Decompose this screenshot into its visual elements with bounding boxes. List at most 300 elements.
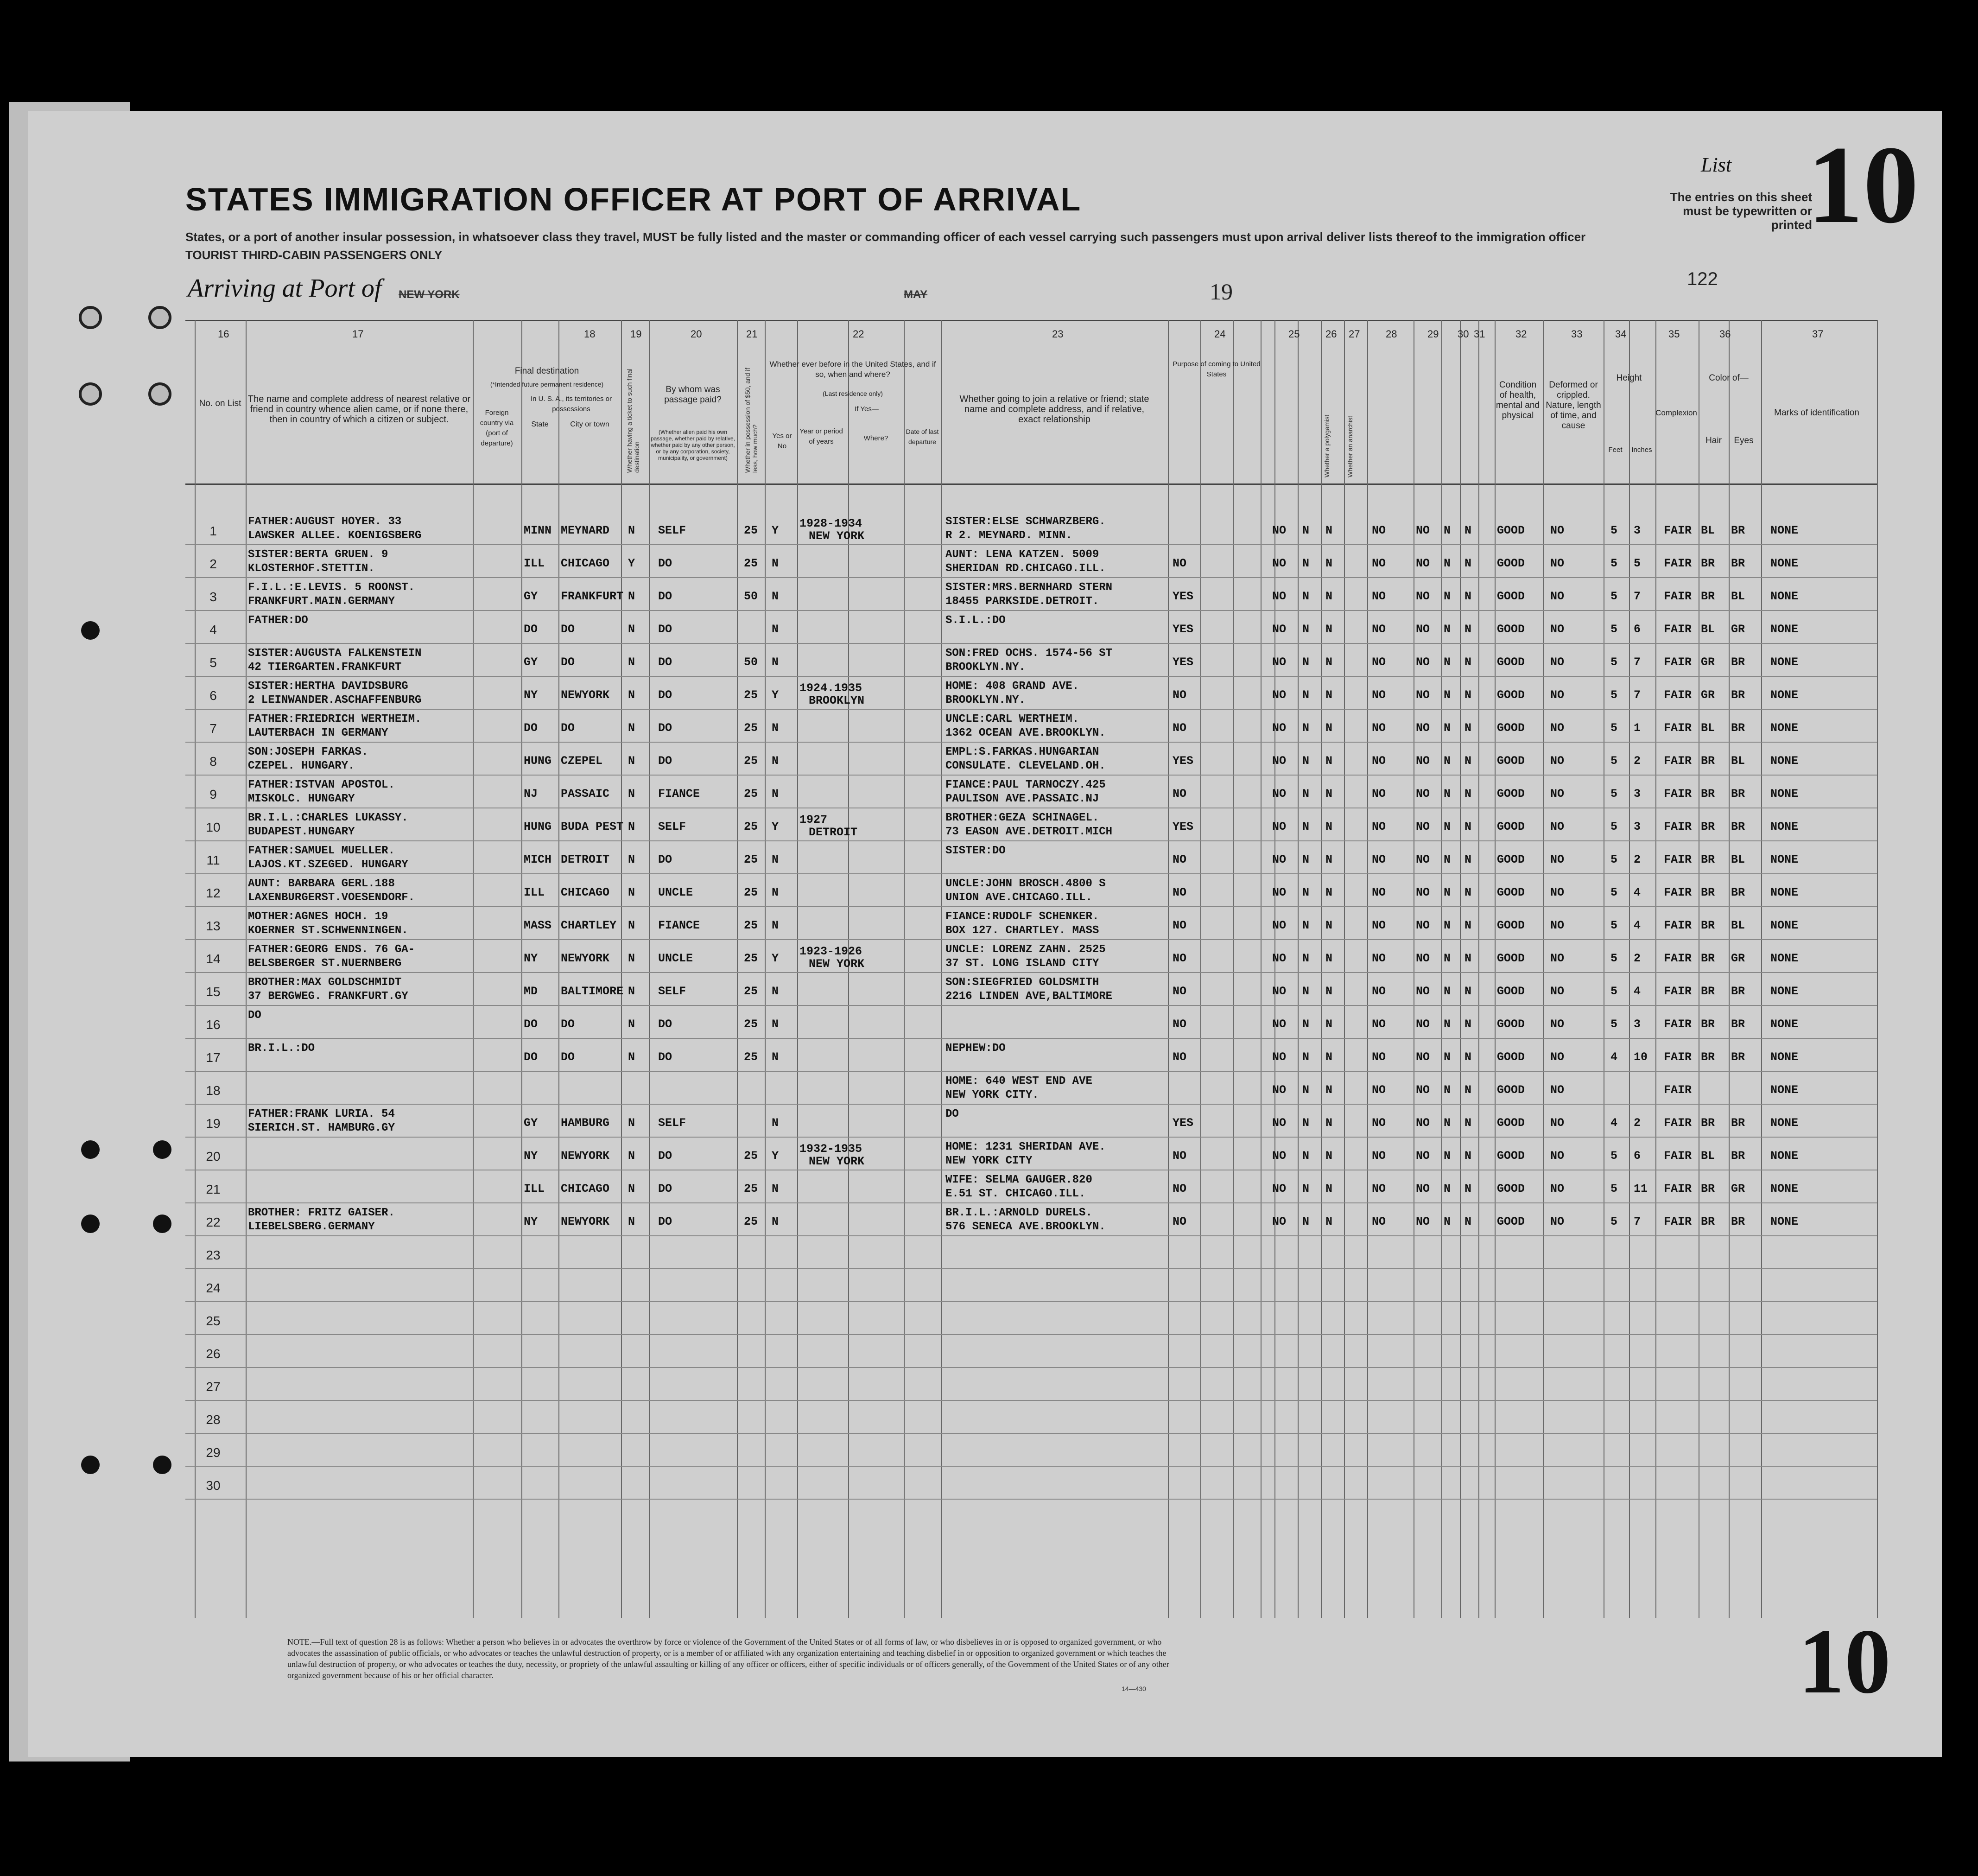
cell-money: 25 [744, 820, 758, 833]
cell-join1: S.I.L.:DO [945, 614, 1006, 627]
row-rule [185, 676, 1877, 677]
cell-c27: N [1325, 655, 1333, 669]
row-rule [185, 1038, 1877, 1039]
cell-c26: N [1302, 985, 1310, 998]
cell-eyes: BL [1731, 919, 1745, 932]
cell-c25: NO [1272, 1116, 1287, 1130]
cell-deformed: NO [1550, 557, 1565, 570]
cell-purpose: NO [1173, 853, 1187, 866]
cell-inches: 7 [1634, 1215, 1641, 1228]
cell-join2: E.51 ST. CHICAGO.ILL. [945, 1188, 1086, 1200]
column-rule [246, 320, 247, 1618]
cell-eyes: BR [1731, 1116, 1745, 1130]
cell-deformed: NO [1550, 1149, 1565, 1163]
cell-before: N [772, 886, 779, 899]
cell-feet: 5 [1610, 985, 1618, 998]
cell-c28: NO [1372, 557, 1386, 570]
cell-c26: N [1302, 1116, 1310, 1130]
cell-money: 25 [744, 754, 758, 768]
cell-c26: N [1302, 853, 1310, 866]
cell-rel2: LIEBELSBERG.GERMANY [248, 1221, 375, 1233]
cell-c25: NO [1272, 820, 1287, 833]
cell-c26: N [1302, 1050, 1310, 1064]
cell-rel1: DO [248, 1009, 261, 1022]
cell-rel1: FATHER:ISTVAN APOSTOL. [248, 779, 395, 791]
column-number: 30 [1458, 328, 1469, 340]
cell-rel2: BELSBERGER ST.NUERNBERG [248, 957, 402, 970]
column-rule [1274, 320, 1275, 1618]
cell-hair: BR [1701, 1116, 1715, 1130]
cell-c27: N [1325, 524, 1333, 537]
column-rule [621, 320, 622, 1618]
cell-deformed: NO [1550, 688, 1565, 702]
cell-paid: DO [658, 754, 672, 768]
column-number: 31 [1474, 328, 1485, 340]
cell-eyes: BR [1731, 787, 1745, 801]
cell-c31: N [1464, 1182, 1472, 1196]
punch-hole [153, 1140, 171, 1159]
row-rule [185, 1104, 1877, 1105]
cell-deformed: NO [1550, 754, 1565, 768]
cell-c25: NO [1272, 985, 1287, 998]
row-rule [185, 709, 1877, 710]
cell-c26: N [1302, 1182, 1310, 1196]
cell-health: GOOD [1497, 1017, 1525, 1031]
cell-city: NEWYORK [561, 688, 610, 702]
cell-join1: UNCLE:CARL WERTHEIM. [945, 713, 1079, 725]
cell-c30: N [1444, 721, 1451, 735]
cell-join1: AUNT: LENA KATZEN. 5009 [945, 548, 1099, 561]
cell-c28: NO [1372, 655, 1386, 669]
cell-marks: NONE [1770, 524, 1799, 537]
cell-hair: GR [1701, 688, 1715, 702]
cell-join1: UNCLE: LORENZ ZAHN. 2525 [945, 943, 1106, 956]
column-number: 29 [1427, 328, 1439, 340]
cell-paid: SELF [658, 985, 686, 998]
cell-marks: NONE [1770, 1116, 1799, 1130]
column-rule [1441, 320, 1442, 1618]
cell-c29: NO [1416, 787, 1430, 801]
cell-deformed: NO [1550, 524, 1565, 537]
cell-money: 25 [744, 557, 758, 570]
column-rule [1168, 320, 1169, 1618]
cell-money: 25 [744, 1050, 758, 1064]
cell-health: GOOD [1497, 1050, 1525, 1064]
cell-feet: 5 [1610, 919, 1618, 932]
cell-purpose: NO [1173, 557, 1187, 570]
cell-health: GOOD [1497, 787, 1525, 801]
cell-ticket: N [628, 524, 635, 537]
column-number: 34 [1615, 328, 1627, 340]
cell-health: GOOD [1497, 820, 1525, 833]
cell-join1: SISTER:DO [945, 845, 1006, 857]
cell-marks: NONE [1770, 820, 1799, 833]
cell-money: 25 [744, 1182, 758, 1196]
cell-health: GOOD [1497, 1149, 1525, 1163]
row-number: 21 [206, 1182, 221, 1196]
cell-paid: DO [658, 853, 672, 866]
cell-paid: FIANCE [658, 787, 700, 801]
list-label: List [1701, 153, 1732, 176]
column-rule [1321, 320, 1322, 1618]
cell-marks: NONE [1770, 557, 1799, 570]
cell-paid: DO [658, 590, 672, 603]
cell-feet: 5 [1610, 557, 1618, 570]
cell-join1: SISTER:ELSE SCHWARZBERG. [945, 515, 1106, 528]
cell-purpose: NO [1173, 721, 1187, 735]
cell-state: DO [524, 1017, 538, 1031]
cell-city: HAMBURG [561, 1116, 610, 1130]
cell-join1: DO [945, 1108, 959, 1120]
cell-purpose: NO [1173, 1215, 1187, 1228]
cell-health: GOOD [1497, 1215, 1525, 1228]
header-complexion: Complexion [1655, 408, 1697, 417]
arrival-year: 19 [1210, 279, 1233, 305]
cell-join1: SON:FRED OCHS. 1574-56 ST [945, 647, 1113, 660]
cell-money: 25 [744, 1149, 758, 1163]
footnote-question-28: NOTE.—Full text of question 28 is as follows: Whether a person who believes in or advocates the overthrow by force or violence of the Government of the United States or of all forms of law, or who disbelieves in or is opposed to organized government, or who advocates the assassination of public officials, or who advocates or teaches the unlawful destruction of property, or is a member of or affiliated with any organization entertaining and teaching disbelief in or opposition to organized government or which teaches the unlawful destruction of property, or who advocates or teaches the duty, necessity, or propriety of the unlawful assaulting or killing of any officer or officers, either of specific individuals or of officers generally, of the Government of the United States or of any other organized government because of his or her official character. [287, 1637, 1169, 1680]
cell-c28: NO [1372, 524, 1386, 537]
row-number: 16 [206, 1017, 221, 1032]
cell-c27: N [1325, 688, 1333, 702]
cell-c31: N [1464, 820, 1472, 833]
cell-c31: N [1464, 721, 1472, 735]
cell-feet: 5 [1610, 721, 1618, 735]
cell-health: GOOD [1497, 655, 1525, 669]
cell-complexion: FAIR [1664, 524, 1692, 537]
row-rule [185, 1137, 1877, 1138]
row-rule [185, 1466, 1877, 1467]
column-number: 22 [853, 328, 864, 340]
cell-rel2: 37 BERGWEG. FRANKFURT.GY [248, 990, 408, 1003]
cell-inches: 4 [1634, 985, 1641, 998]
row-rule [185, 1268, 1877, 1269]
cell-city: NEWYORK [561, 1215, 610, 1228]
cell-complexion: FAIR [1664, 787, 1692, 801]
cell-c26: N [1302, 952, 1310, 965]
cell-c28: NO [1372, 853, 1386, 866]
cell-c26: N [1302, 919, 1310, 932]
cell-c29: NO [1416, 590, 1430, 603]
cell-complexion: FAIR [1664, 754, 1692, 768]
row-rule [185, 577, 1877, 578]
row-rule [185, 1301, 1877, 1302]
cell-join1: BR.I.L.:ARNOLD DURELS. [945, 1207, 1092, 1219]
cell-c27: N [1325, 919, 1333, 932]
cell-complexion: FAIR [1664, 985, 1692, 998]
cell-health: GOOD [1497, 590, 1525, 603]
cell-c29: NO [1416, 985, 1430, 998]
cell-c29: NO [1416, 1215, 1430, 1228]
row-rule [185, 1400, 1877, 1401]
cell-inches: 11 [1634, 1182, 1648, 1196]
cell-c30: N [1444, 886, 1451, 899]
cell-inches: 4 [1634, 886, 1641, 899]
cell-c27: N [1325, 590, 1333, 603]
cell-paid: DO [658, 1149, 672, 1163]
cell-ticket: Y [628, 557, 635, 570]
cell-health: GOOD [1497, 853, 1525, 866]
cell-c30: N [1444, 1116, 1451, 1130]
cell-eyes: BL [1731, 590, 1745, 603]
header-final-destination: Final destination [514, 366, 579, 376]
cell-paid: UNCLE [658, 952, 693, 965]
cell-c29: NO [1416, 1116, 1430, 1130]
header-deformed: Deformed or crippled. Nature, length of time, and cause [1546, 380, 1601, 431]
cell-health: GOOD [1497, 754, 1525, 768]
cell-city: BUDA PEST [561, 820, 624, 833]
cell-hair: BR [1701, 590, 1715, 603]
cell-inches: 3 [1634, 1017, 1641, 1031]
cell-c28: NO [1372, 590, 1386, 603]
cell-c26: N [1302, 557, 1310, 570]
cell-c31: N [1464, 952, 1472, 965]
cell-where: NEW YORK [809, 529, 865, 543]
cell-before: Y [772, 952, 779, 965]
header-no-on-list: No. on List [199, 399, 241, 408]
cell-ticket: N [628, 623, 635, 636]
header-marks: Marks of identification [1774, 408, 1859, 418]
cell-purpose: YES [1173, 820, 1194, 833]
column-rule [1261, 320, 1262, 1618]
column-number: 17 [352, 328, 364, 340]
cell-c25: NO [1272, 787, 1287, 801]
cell-feet: 5 [1610, 623, 1618, 636]
cell-inches: 5 [1634, 557, 1641, 570]
cell-feet: 5 [1610, 1149, 1618, 1163]
cell-c28: NO [1372, 820, 1386, 833]
cell-ticket: N [628, 721, 635, 735]
cell-feet: 4 [1610, 1050, 1618, 1064]
cell-complexion: FAIR [1664, 721, 1692, 735]
cell-hair: BR [1701, 985, 1715, 998]
row-number: 8 [209, 754, 217, 769]
cell-complexion: FAIR [1664, 557, 1692, 570]
cell-paid: DO [658, 1050, 672, 1064]
header-where: Where? [863, 434, 888, 442]
cell-state: NY [524, 688, 538, 702]
cell-eyes: BL [1731, 853, 1745, 866]
header-date-departure: Date of last departure [906, 428, 939, 445]
cell-inches: 2 [1634, 1116, 1641, 1130]
form-instructions: States, or a port of another insular possession, in whatsoever class they travel, MUST be fully listed and the master or commanding officer of each vessel carrying such passengers must upon arrival deliver lists thereof to the immigration officer [185, 230, 1586, 244]
cell-marks: NONE [1770, 1050, 1799, 1064]
cell-c31: N [1464, 590, 1472, 603]
list-number-bottom: 10 [1798, 1610, 1891, 1713]
cell-purpose: NO [1173, 985, 1187, 998]
cell-feet: 5 [1610, 820, 1618, 833]
cell-eyes: BR [1731, 557, 1745, 570]
cell-state: DO [524, 623, 538, 636]
cell-join1: BROTHER:GEZA SCHINAGEL. [945, 812, 1099, 824]
column-rule [473, 320, 474, 1618]
cell-paid: DO [658, 557, 672, 570]
cell-deformed: NO [1550, 1182, 1565, 1196]
cell-complexion: FAIR [1664, 1050, 1692, 1064]
cell-join2: SHERIDAN RD.CHICAGO.ILL. [945, 562, 1106, 575]
cell-c31: N [1464, 655, 1472, 669]
punch-hole [81, 1215, 100, 1233]
cell-c28: NO [1372, 1215, 1386, 1228]
cell-c31: N [1464, 1116, 1472, 1130]
cell-marks: NONE [1770, 919, 1799, 932]
cell-c25: NO [1272, 524, 1287, 537]
cell-rel2: LAJOS.KT.SZEGED. HUNGARY [248, 859, 408, 871]
column-number: 33 [1571, 328, 1583, 340]
cell-city: DO [561, 623, 575, 636]
column-rule [1460, 320, 1461, 1618]
cell-complexion: FAIR [1664, 1116, 1692, 1130]
cell-inches: 4 [1634, 919, 1641, 932]
cell-c25: NO [1272, 1083, 1287, 1097]
row-number: 10 [206, 820, 221, 834]
cell-c27: N [1325, 886, 1333, 899]
cell-city: BALTIMORE [561, 985, 624, 998]
cell-c25: NO [1272, 1017, 1287, 1031]
cell-join2: 2216 LINDEN AVE,BALTIMORE [945, 990, 1113, 1003]
cell-money: 25 [744, 787, 758, 801]
column-rule [1233, 320, 1234, 1618]
arrival-month: MAY [904, 288, 928, 301]
cell-state: HUNG [524, 820, 552, 833]
cell-c28: NO [1372, 1149, 1386, 1163]
cell-c31: N [1464, 1215, 1472, 1228]
punch-hole [79, 306, 102, 329]
cell-paid: DO [658, 623, 672, 636]
cell-money: 25 [744, 985, 758, 998]
cell-paid: DO [658, 1215, 672, 1228]
cell-city: CHICAGO [561, 886, 610, 899]
cell-deformed: NO [1550, 985, 1565, 998]
cell-paid: SELF [658, 1116, 686, 1130]
cell-purpose: NO [1173, 1182, 1187, 1196]
cell-feet: 5 [1610, 853, 1618, 866]
cell-marks: NONE [1770, 1182, 1799, 1196]
cell-deformed: NO [1550, 919, 1565, 932]
cell-c31: N [1464, 524, 1472, 537]
punch-hole [153, 1215, 171, 1233]
column-number: 21 [746, 328, 758, 340]
cell-state: GY [524, 1116, 538, 1130]
column-number: 18 [584, 328, 596, 340]
row-number: 26 [206, 1347, 221, 1361]
cell-rel1: BR.I.L.:DO [248, 1042, 315, 1055]
cell-c29: NO [1416, 1083, 1430, 1097]
cell-marks: NONE [1770, 952, 1799, 965]
cell-rel1: FATHER:GEORG ENDS. 76 GA- [248, 943, 415, 956]
cell-feet: 5 [1610, 754, 1618, 768]
cell-paid: DO [658, 655, 672, 669]
header-year-period: Year or period of years [799, 427, 843, 445]
port-name: NEW YORK [399, 288, 460, 301]
cell-c31: N [1464, 919, 1472, 932]
row-number: 12 [206, 886, 221, 900]
cell-deformed: NO [1550, 1050, 1565, 1064]
cell-c25: NO [1272, 623, 1287, 636]
cell-complexion: FAIR [1664, 919, 1692, 932]
cell-rel1: BROTHER: FRITZ GAISER. [248, 1207, 395, 1219]
cell-complexion: FAIR [1664, 688, 1692, 702]
cell-health: GOOD [1497, 1182, 1525, 1196]
cell-join2: BROOKLYN.NY. [945, 694, 1026, 706]
cell-c30: N [1444, 1215, 1451, 1228]
cell-ticket: N [628, 590, 635, 603]
cell-hair: GR [1701, 655, 1715, 669]
header-feet: Feet [1608, 446, 1623, 454]
column-number: 26 [1325, 328, 1337, 340]
cell-c25: NO [1272, 1182, 1287, 1196]
cell-rel1: SISTER:HERTHA DAVIDSBURG [248, 680, 408, 693]
cell-c26: N [1302, 1149, 1310, 1163]
cell-money: 25 [744, 919, 758, 932]
cell-c30: N [1444, 853, 1451, 866]
row-number: 3 [209, 590, 217, 604]
cell-feet: 5 [1610, 1215, 1618, 1228]
cell-feet: 5 [1610, 524, 1618, 537]
column-number: 36 [1719, 328, 1731, 340]
cell-before: N [772, 557, 779, 570]
column-number: 24 [1214, 328, 1226, 340]
cell-before: Y [772, 820, 779, 833]
cell-c31: N [1464, 754, 1472, 768]
cell-rel2: LAWSKER ALLEE. KOENIGSBERG [248, 529, 422, 542]
row-rule [185, 1005, 1877, 1006]
cell-join1: FIANCE:RUDOLF SCHENKER. [945, 910, 1099, 923]
cell-where: NEW YORK [809, 1155, 865, 1168]
header-inches: Inches [1631, 446, 1652, 454]
cell-c30: N [1444, 985, 1451, 998]
cell-city: CHARTLEY [561, 919, 617, 932]
cell-feet: 5 [1610, 688, 1618, 702]
row-rule [185, 1499, 1877, 1500]
header-height: Height [1616, 373, 1642, 383]
cell-c28: NO [1372, 919, 1386, 932]
cell-c26: N [1302, 820, 1310, 833]
cell-join1: NEPHEW:DO [945, 1042, 1006, 1055]
header-yes-or-no: Yes or No [772, 432, 792, 450]
cell-c30: N [1444, 524, 1451, 537]
cell-rel1: FATHER:AUGUST HOYER. 33 [248, 515, 402, 528]
cell-c29: NO [1416, 1149, 1430, 1163]
cell-c27: N [1325, 557, 1333, 570]
cell-c31: N [1464, 1050, 1472, 1064]
cell-ticket: N [628, 787, 635, 801]
cell-before: N [772, 787, 779, 801]
row-number: 19 [206, 1116, 221, 1131]
cell-hair: BL [1701, 1149, 1715, 1163]
cell-c30: N [1444, 1017, 1451, 1031]
cell-rel1: SON:JOSEPH FARKAS. [248, 746, 368, 758]
cell-c27: N [1325, 1149, 1333, 1163]
cell-deformed: NO [1550, 787, 1565, 801]
cell-purpose: YES [1173, 655, 1194, 669]
cell-health: GOOD [1497, 1083, 1525, 1097]
cell-state: ILL [524, 1182, 545, 1196]
cell-marks: NONE [1770, 1215, 1799, 1228]
cell-c31: N [1464, 1083, 1472, 1097]
cell-state: MINN [524, 524, 552, 537]
cell-paid: FIANCE [658, 919, 700, 932]
cell-c27: N [1325, 787, 1333, 801]
cell-city: CHICAGO [561, 557, 610, 570]
cell-rel1: AUNT: BARBARA GERL.188 [248, 878, 395, 890]
cell-c30: N [1444, 952, 1451, 965]
row-number: 22 [206, 1215, 221, 1229]
cell-ticket: N [628, 985, 635, 998]
column-rule [1655, 320, 1656, 1618]
row-number: 27 [206, 1380, 221, 1394]
row-number: 24 [206, 1281, 221, 1295]
